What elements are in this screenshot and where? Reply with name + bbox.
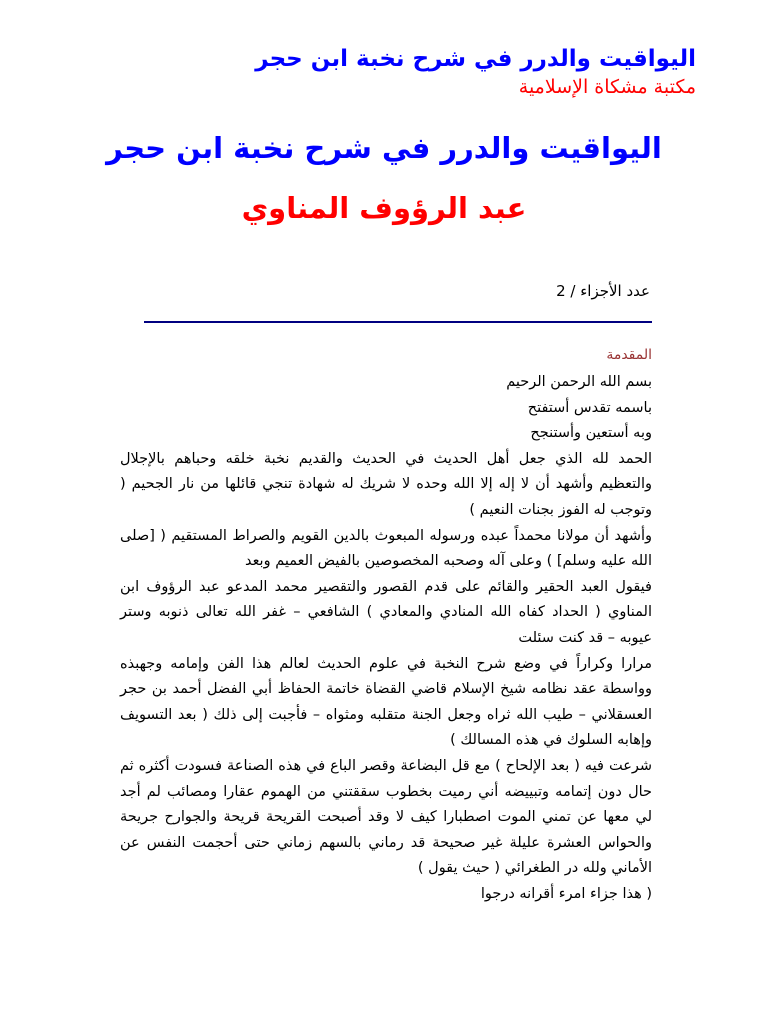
book-author: عبد الرؤوف المناوي	[241, 191, 527, 225]
paragraph-author-intro: فيقول العبد الحقير والقائم على قدم القصور والتقصير محمد المدعو عبد الرؤوف ابن المناوي ( الحداد كفاه الله المنادي والمعادي ) الشافعي – غفر الله تعالى ذنوبه وستر عيوبه – قد كنت سئلت	[120, 578, 652, 646]
paragraph-basmala: بسم الله الرحمن الرحيم	[506, 374, 652, 390]
section-label: المقدمة	[606, 347, 652, 363]
book-title: اليواقيت والدرر في شرح نخبة ابن حجر	[106, 131, 662, 165]
header-title: اليواقيت والدرر في شرح نخبة ابن حجر	[255, 46, 696, 72]
page-header	[76, 44, 696, 100]
volume-count: عدد الأجزاء / 2	[556, 282, 650, 300]
header-library-name: مكتبة مشكاة الإسلامية	[518, 76, 696, 98]
paragraph-request: مرارا وكراراً في وضع شرح النخبة في علوم الحديث لعالم هذا الفن وإمامه وجهبذه وواسطة عقد نظامه شيخ الإسلام قاضي القضاة خاتمة الحفاظ أبي الفضل أحمد بن حجر العسقلاني – طيب الله ثراه وجعل الجنة متقلبه ومثواه – فأجبت إلى ذلك ( بعد التسويف وإهابه السلوك في هذه المسالك )	[120, 655, 652, 749]
section-divider	[144, 321, 652, 323]
paragraph-opening: باسمه تقدس أستفتح	[527, 399, 652, 416]
paragraph-verse: ( هذا جزاء امرء أقرانه درجوا	[480, 885, 652, 902]
paragraph-praise: الحمد لله الذي جعل أهل الحديث في الحديث والقديم نخبة خلقه وحباهم بالإجلال والتعظيم وأشهد أن لا إله إلا الله وحده لا شريك له شهادة تنجي قائلها من نار الجحيم ( وتوجب له الفوز بجنات النعيم )	[120, 450, 652, 518]
body-text	[120, 344, 652, 907]
paragraph-hardship: شرعت فيه ( بعد الإلحاح ) مع قل البضاعة وقصر الباع في هذه الصناعة فسودت أكثره ثم حال دون إتمامه وتبييضه أني رميت بخطوب سققتني من الهموم عقارا ومصائب لم أجد لي معها عن تمني الموت اصطبارا كيف لا وقد أصبحت القريحة قريحة والجوارح جريحة والحواس العشرة عليلة غير صحيحة قد رماني بالسهم زماني حتى أحجمت النفس عن الأماني ولله در الطغرائي ( حيث يقول )	[120, 757, 652, 877]
paragraph-seeking-help: وبه أستعين وأستنجح	[530, 425, 652, 442]
paragraph-testimony: وأشهد أن مولانا محمداً عبده ورسوله المبعوث بالدين القويم والصراط المستقيم ( [صلى الله عليه وسلم] ) وعلى آله وصحبه المخصوصين بالفيض العميم وبعد	[120, 527, 652, 570]
